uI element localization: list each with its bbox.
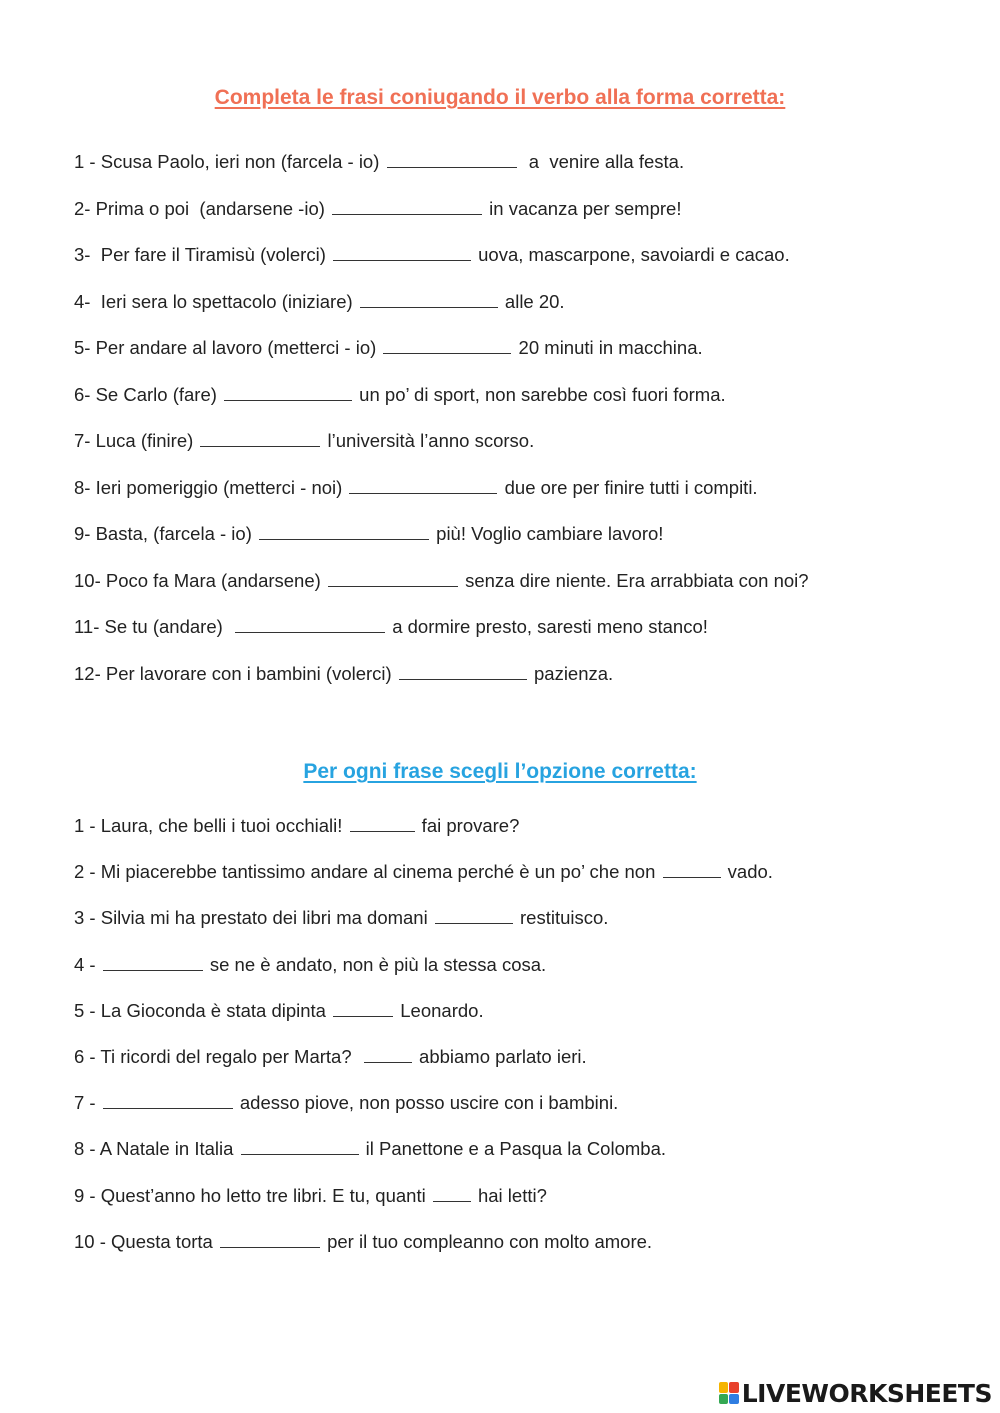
answer-blank[interactable] — [364, 1046, 412, 1063]
exercise-line — [74, 337, 809, 359]
exercise-line — [74, 384, 809, 406]
exercise-text-after: a venire alla festa. — [518, 151, 685, 172]
exercise-text-after: un po’ di sport, non sarebbe così fuori forma. — [354, 383, 726, 405]
exercise-line — [74, 570, 809, 592]
exercise-line — [74, 616, 809, 638]
exercise-text-before: 4- Ieri sera lo spettacolo (iniziare) — [74, 290, 358, 312]
exercise-text-before: 9- Basta, (farcela - io) — [74, 523, 258, 544]
answer-blank[interactable] — [383, 337, 511, 354]
exercise-text-before: 1 - Laura, che belli i tuoi occhiali! — [74, 815, 348, 836]
answer-blank[interactable] — [328, 570, 458, 587]
exercise-text-before: 7 - — [74, 1092, 101, 1114]
exercise-text-after: senza dire niente. Era arrabbiata con noi? — [459, 569, 809, 591]
exercise-text-after: l’università l’anno scorso. — [322, 430, 535, 451]
exercise-text-before: 11- Se tu (andare) — [74, 616, 234, 637]
logo-square-green — [719, 1394, 729, 1405]
exercise-line — [74, 523, 809, 545]
answer-blank[interactable] — [241, 1138, 359, 1155]
answer-blank[interactable] — [350, 815, 415, 832]
exercise-line — [74, 477, 809, 499]
exercise-text-after: 20 minuti in macchina. — [513, 337, 703, 358]
exercise-line — [74, 1000, 773, 1022]
exercise-text-after: Leonardo. — [395, 999, 484, 1021]
exercise-line — [74, 861, 773, 883]
section-1-title: Completa le frasi coniugando il verbo alla forma corretta: — [214, 86, 786, 109]
exercise-text-after: in vacanza per sempre! — [484, 197, 682, 219]
exercise-line — [74, 954, 773, 976]
logo-square-yellow — [719, 1382, 729, 1393]
exercise-text-before: 9 - Quest’anno ho letto tre libri. E tu, quanti — [74, 1184, 431, 1206]
exercise-text-after: abbiamo parlato ieri. — [413, 1045, 587, 1067]
exercise-text-after: il Panettone e a Pasqua la Colomba. — [360, 1138, 666, 1160]
exercise-text-after: hai letti? — [472, 1184, 547, 1206]
exercise-text-before: 4 - — [74, 953, 101, 975]
answer-blank[interactable] — [332, 198, 482, 215]
answer-blank[interactable] — [259, 523, 429, 540]
exercise-text-before: 10 - Questa torta — [74, 1230, 218, 1252]
exercise-text-after: più! Voglio cambiare lavoro! — [431, 523, 664, 544]
exercise-text-before: 1 - Scusa Paolo, ieri non (farcela - io) — [74, 151, 385, 172]
exercise-text-after: per il tuo compleanno con molto amore. — [321, 1230, 653, 1252]
answer-blank[interactable] — [200, 430, 320, 447]
exercise-text-before: 3 - Silvia mi ha prestato dei libri ma domani — [74, 907, 433, 929]
answer-blank[interactable] — [103, 1092, 233, 1109]
logo-square-red — [729, 1382, 739, 1393]
exercise-text-before: 5- Per andare al lavoro (metterci - io) — [74, 337, 382, 358]
exercise-line — [74, 1185, 773, 1207]
exercise-text-before: 10- Poco fa Mara (andarsene) — [74, 569, 326, 591]
exercise-text-after: due ore per finire tutti i compiti. — [499, 476, 758, 498]
answer-blank[interactable] — [435, 907, 513, 924]
answer-blank[interactable] — [333, 244, 471, 261]
exercise-text-after: adesso piove, non posso uscire con i bambini. — [234, 1092, 619, 1114]
answer-blank[interactable] — [333, 1000, 393, 1017]
exercise-text-before: 6- Se Carlo (fare) — [74, 383, 223, 405]
exercise-text-before: 2 - Mi piacerebbe tantissimo andare al cinema perché è un po’ che non — [74, 861, 661, 883]
exercise-line — [74, 151, 809, 173]
answer-blank[interactable] — [663, 861, 721, 878]
logo-text: LIVEWORKSHEETS — [741, 1378, 992, 1408]
exercise-line — [74, 1231, 773, 1253]
exercise-line — [74, 1138, 773, 1160]
exercise-text-before: 6 - Ti ricordi del regalo per Marta? — [74, 1045, 362, 1067]
exercise-line — [74, 198, 809, 220]
exercise-text-after: a dormire presto, saresti meno stanco! — [387, 616, 708, 637]
exercise-text-after: fai provare? — [416, 815, 520, 836]
answer-blank[interactable] — [387, 151, 517, 168]
answer-blank[interactable] — [433, 1185, 471, 1202]
liveworksheets-logo-icon — [719, 1382, 739, 1404]
exercise-line — [74, 1046, 773, 1068]
exercise-text-after: restituisco. — [514, 907, 609, 929]
exercise-text-before: 2- Prima o poi (andarsene -io) — [74, 197, 331, 219]
answer-blank[interactable] — [349, 477, 497, 494]
exercise-text-after: uova, mascarpone, savoiardi e cacao. — [473, 244, 790, 265]
exercise-line — [74, 663, 809, 685]
liveworksheets-logo — [719, 1378, 992, 1408]
exercise-line — [74, 291, 809, 313]
exercise-text-after: pazienza. — [528, 662, 614, 684]
exercise-line — [74, 907, 773, 929]
exercise-text-before: 8 - A Natale in Italia — [74, 1138, 239, 1160]
exercise-text-after: se ne è andato, non è più la stessa cosa. — [204, 953, 547, 975]
section-2-exercises — [74, 815, 773, 1277]
exercise-text-before: 12- Per lavorare con i bambini (volerci) — [74, 662, 397, 684]
exercise-line — [74, 430, 809, 452]
exercise-text-before: 8- Ieri pomeriggio (metterci - noi) — [74, 476, 348, 498]
exercise-text-after: alle 20. — [499, 290, 565, 312]
answer-blank[interactable] — [399, 663, 527, 680]
exercise-line — [74, 815, 773, 837]
exercise-text-before: 7- Luca (finire) — [74, 430, 199, 451]
section-2-title: Per ogni frase scegli l’opzione corretta: — [303, 760, 697, 783]
logo-square-blue — [729, 1394, 739, 1405]
answer-blank[interactable] — [360, 291, 498, 308]
exercise-line — [74, 244, 809, 266]
section-1-exercises — [74, 151, 809, 709]
answer-blank[interactable] — [103, 954, 203, 971]
answer-blank[interactable] — [220, 1231, 320, 1248]
exercise-line — [74, 1092, 773, 1114]
answer-blank[interactable] — [235, 616, 385, 633]
exercise-text-before: 3- Per fare il Tiramisù (volerci) — [74, 244, 331, 265]
exercise-text-after: vado. — [722, 861, 773, 883]
exercise-text-before: 5 - La Gioconda è stata dipinta — [74, 999, 332, 1021]
answer-blank[interactable] — [224, 384, 352, 401]
